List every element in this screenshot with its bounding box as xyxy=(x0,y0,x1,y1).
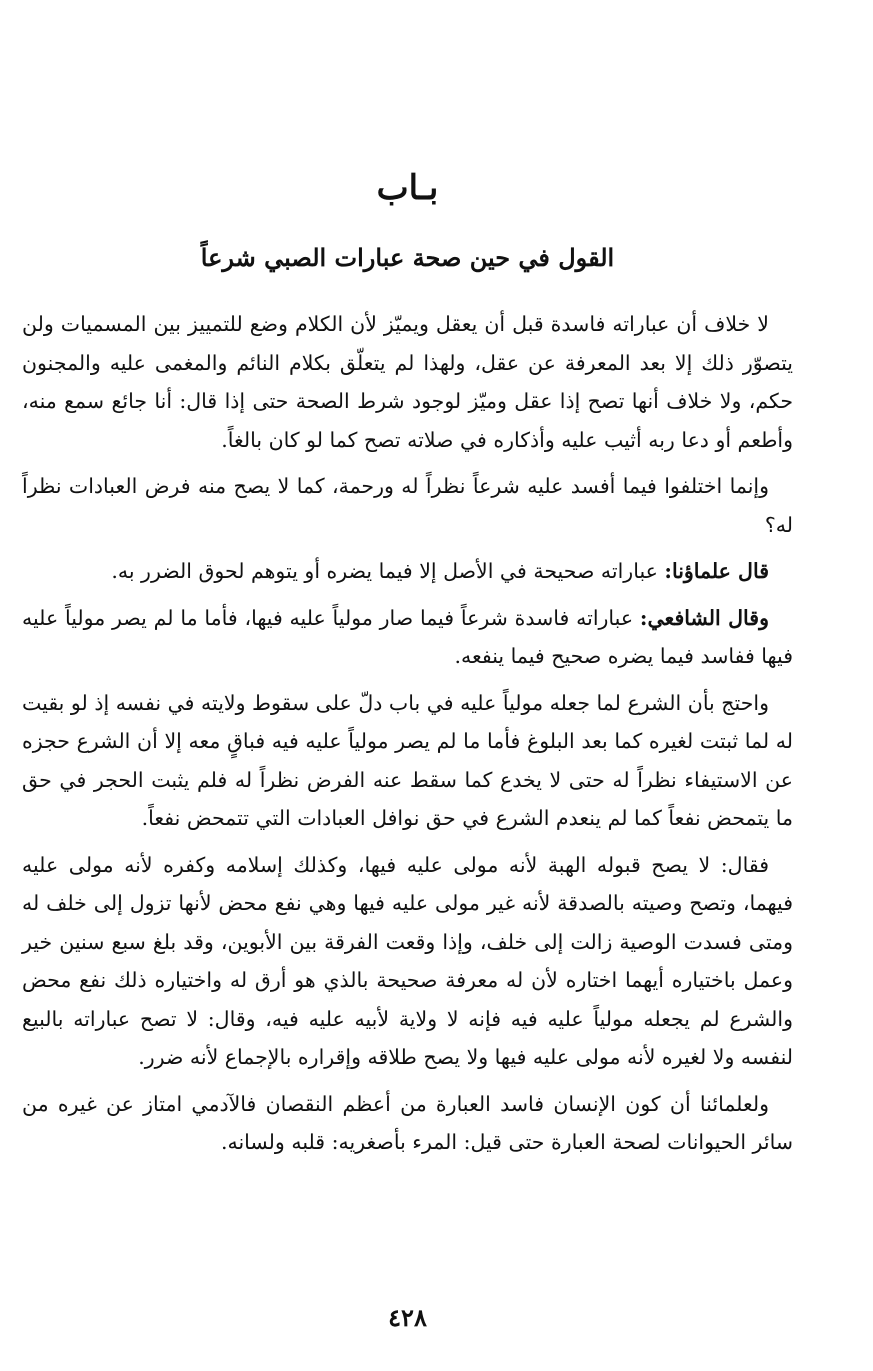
page-number: ٤٢٨ xyxy=(388,1303,427,1332)
chapter-title: بـاب xyxy=(376,168,439,208)
section-title: القول في حين صحة عبارات الصبي شرعاً xyxy=(200,243,615,272)
body-text xyxy=(22,305,793,1170)
paragraph xyxy=(22,846,793,1077)
paragraph-lead: قال علماؤنا: xyxy=(664,559,769,583)
paragraph-text: واحتج بأن الشرع لما جعله مولياً عليه في باب دلّ على سقوط ولايته في نفسه إذ لو بقيت له لما ثبتت لغيره كما بعد البلوغ فأما ما لم يصر مولياً عليه فيه فباقٍ معه إلا أن الشرع حجزه عن الاستيفاء نظراً له حتى لا يخدع كما سقط عنه الفرض نظراً له فلم يثبت الحجر في حق ما يتمحض نفعاً كما لم ينعدم الشرع في حق نوافل العبادات التي تتمحض نفعاً. xyxy=(22,690,793,830)
paragraph xyxy=(22,1085,793,1162)
paragraph xyxy=(22,305,793,459)
paragraph-text: عباراته صحيحة في الأصل إلا فيما يضره أو يتوهم لحوق الضرر به. xyxy=(111,559,665,583)
paragraph-text: لا خلاف أن عباراته فاسدة قبل أن يعقل ويميّز لأن الكلام وضع للتمييز بين المسميات ولن يتصوّر ذلك إلا بعد المعرفة عن عقل، ولهذا لم يتعلّق بكلام النائم والمغمى عليه والمجنون حكم، ولا خلاف أنها تصح إذا عقل وميّز لوجود شرط الصحة حتى إذا قال: أنا جائع سمع منه، وأطعم أو دعا ربه أثيب عليه وأذكاره في صلاته تصح كما لو كان بالغاً. xyxy=(22,312,793,452)
paragraph-lead: وقال الشافعي: xyxy=(639,605,769,630)
paragraph xyxy=(22,684,793,838)
paragraph xyxy=(22,467,793,544)
book-page xyxy=(22,0,793,1371)
paragraph xyxy=(22,599,793,676)
paragraph-text: وإنما اختلفوا فيما أفسد عليه شرعاً نظراً له ورحمة، كما لا يصح منه فرض العبادات نظراً له؟ xyxy=(22,474,793,537)
paragraph xyxy=(22,552,793,591)
paragraph-text: عباراته فاسدة شرعاً فيما صار مولياً عليه فيها، فأما ما لم يصر مولياً عليه فيها ففاسد فيما يضره صحيح فيما ينفعه. xyxy=(22,605,793,668)
paragraph-text: ولعلمائنا أن كون الإنسان فاسد العبارة من أعظم النقصان فالآدمي امتاز عن غيره من سائر الحيوانات لصحة العبارة حتى قيل: المرء بأصغريه: قلبه ولسانه. xyxy=(22,1091,793,1154)
paragraph-text: فقال: لا يصح قبوله الهبة لأنه مولى عليه فيها، وكذلك إسلامه وكفره لأنه مولى عليه فيهما، وتصح وصيته بالصدقة لأنه غير مولى عليه فيها وهي نفع محض لأنها تزول إلى خلف له ومتى فسدت الوصية زالت إلى خلف، وإذا وقعت الفرقة بين الأبوين، وقد بلغ سبع سنين خير وعمل باختياره أيهما اختاره لأن له معرفة صحيحة بالذي هو أرق له واختياره ذلك نفع محض والشرع لم يجعله مولياً عليه فيه فإنه لا ولاية لأبيه عليه فيه، وقال: لا تصح عباراته بالبيع لنفسه ولا لغيره لأنه مولى عليه فيها ولا يصح طلاقه وإقراره بالإجماع لأنه ضرر. xyxy=(22,852,793,1069)
